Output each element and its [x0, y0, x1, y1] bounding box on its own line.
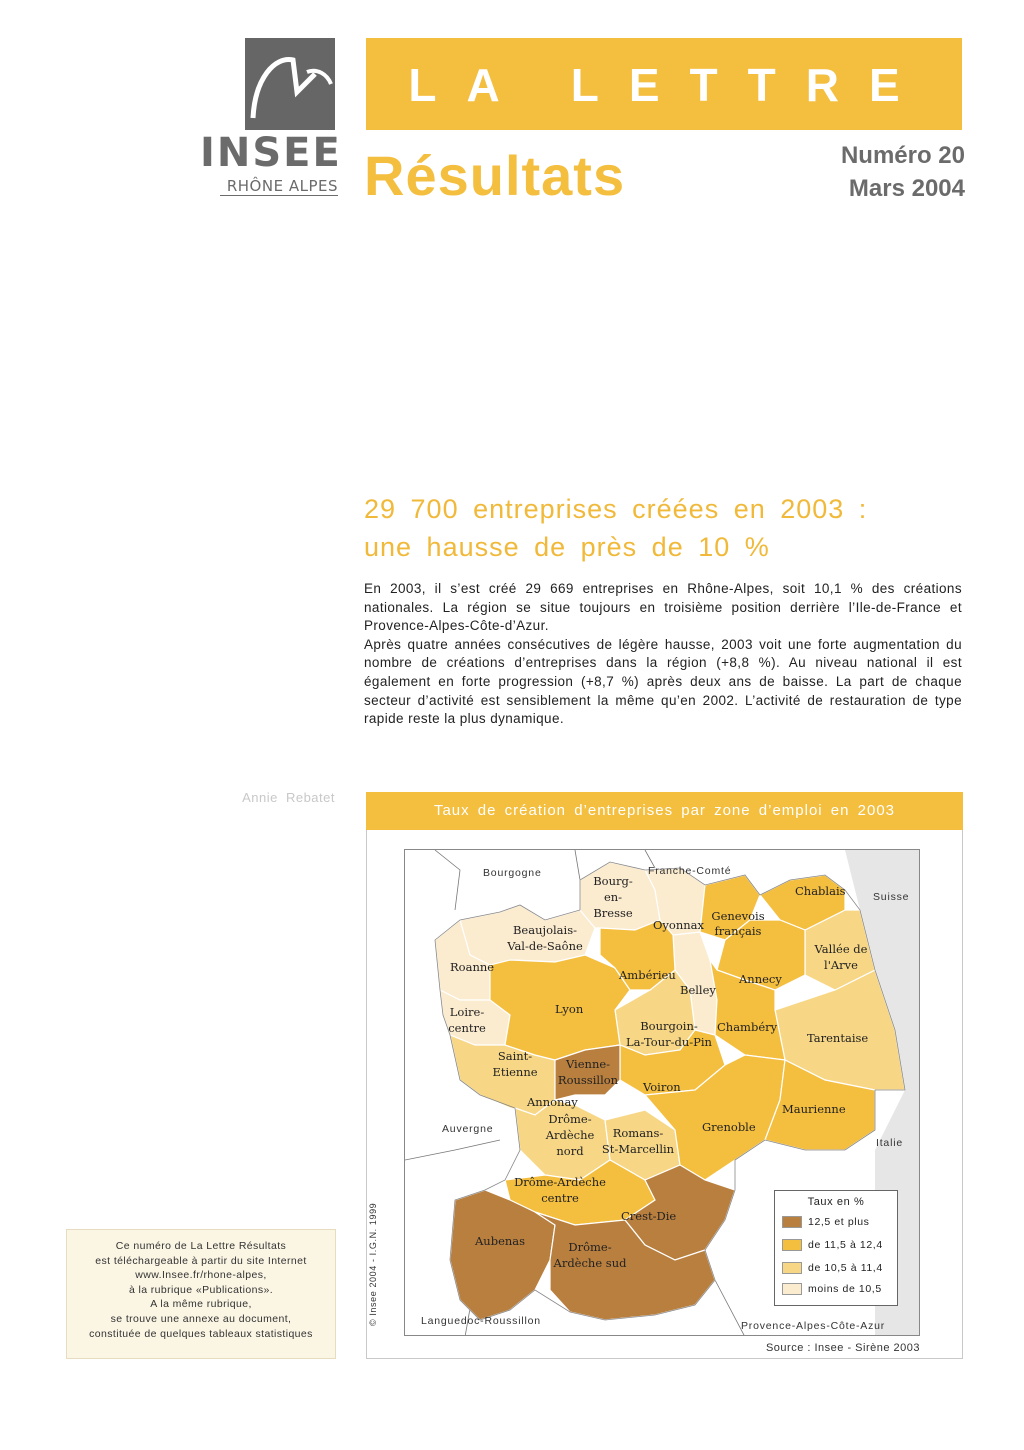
- insee-logo-mark: [245, 38, 335, 130]
- legend-swatch: [782, 1283, 802, 1295]
- label-annonay: Annonay: [527, 1095, 578, 1109]
- legend-item: [782, 1238, 883, 1254]
- label-paca: Provence-Alpes-Côte-Azur: [741, 1320, 886, 1332]
- note-line: est téléchargeable à partir du site Internet: [95, 1254, 307, 1267]
- label-bourgoin: Bourgoin-La-Tour-du-Pin: [626, 1019, 712, 1049]
- logo-divider: [220, 195, 338, 196]
- article-author: Annie Rebatet: [242, 790, 335, 805]
- label-saint-etienne: Saint-Etienne: [492, 1049, 538, 1079]
- label-chablais: Chablais: [795, 884, 846, 898]
- label-drome-nord: Drôme-Ardèche nord: [545, 1112, 595, 1158]
- label-romans: Romans-St-Marcellin: [601, 1126, 675, 1156]
- legend-swatch: [782, 1262, 802, 1274]
- label-italie: Italie: [876, 1137, 903, 1149]
- legend-item: [782, 1215, 870, 1231]
- label-auvergne: Auvergne: [442, 1123, 494, 1135]
- label-lyon: Lyon: [555, 1002, 584, 1016]
- label-crest: Crest-Die: [621, 1209, 677, 1223]
- insee-wordmark: INSEE: [200, 130, 342, 176]
- headline-line-1: 29 700 entreprises créées en 2003 :: [364, 494, 868, 524]
- legend-title: Taux en %: [807, 1196, 865, 1208]
- label-vienne: Vienne-Roussillon: [557, 1057, 619, 1087]
- figure-source: Source : Insee - Sirène 2003: [765, 1342, 920, 1354]
- article-headline: [364, 490, 964, 566]
- intro-paragraph-2: Après quatre années consécutives de légère hausse, 2003 voit une forte augmentation du nombre de créations d’entreprises dans la région (+8,8 %). Au niveau national il est également en forte progression (+8,7 %) après deux ans de baisse. La part de chaque secteur d’activité est sensiblement la même qu’en 2002. L’activité de restauration de type rapide reste la plus dynamique.: [364, 636, 962, 727]
- legend-label: de 10,5 à 11,4: [808, 1262, 883, 1274]
- label-drome-centre: Drôme-Ardèche centre: [514, 1175, 606, 1205]
- outside-border: [435, 850, 460, 910]
- label-maurienne: Maurienne: [782, 1102, 846, 1116]
- headline-line-2: une hausse de près de 10 %: [364, 532, 770, 562]
- note-line: se trouve une annexe au document,: [110, 1312, 292, 1325]
- label-vallee-arve: Vallée de l'Arve: [814, 942, 868, 972]
- label-bourg: Bourg-en-Bresse: [593, 874, 633, 920]
- figure-title: Taux de création d’entreprises par zone d’emploi en 2003: [366, 792, 963, 830]
- legend-label: 12,5 et plus: [808, 1216, 870, 1228]
- download-note: [66, 1229, 336, 1359]
- issue-date: Mars 2004: [848, 175, 965, 202]
- issue-number: Numéro 20: [840, 142, 965, 169]
- label-annecy: Annecy: [739, 972, 782, 986]
- legend-item: [782, 1282, 882, 1298]
- note-line: A la même rubrique,: [150, 1298, 252, 1311]
- insee-subtitle: RHÔNE ALPES: [226, 177, 338, 195]
- label-bourgogne: Bourgogne: [483, 867, 542, 879]
- legend-label: de 11,5 à 12,4: [808, 1239, 883, 1251]
- legend-label: moins de 10,5: [808, 1283, 882, 1295]
- note-line: à la rubrique «Publications».: [128, 1283, 274, 1296]
- intro-paragraph-1: En 2003, il s’est créé 29 669 entreprises en Rhône-Alpes, soit 10,1 % des créations nationales. La région se situe toujours en troisième position derrière l’Ile-de-France et Provence-Alpes-Côte-d’Azur.: [364, 581, 962, 634]
- label-oyonnax: Oyonnax: [653, 918, 705, 932]
- label-aubenas: Aubenas: [475, 1234, 526, 1248]
- article-intro: [364, 580, 962, 729]
- logo-swoosh-icon: [245, 38, 335, 130]
- series-title: Résultats: [364, 144, 626, 207]
- label-belley: Belley: [680, 983, 716, 997]
- label-tarentaise: Tarentaise: [807, 1031, 869, 1045]
- label-loire-centre: Loire-centre: [448, 1005, 486, 1035]
- outside-border: [575, 850, 580, 880]
- note-line: constituée de quelques tableaux statistiques: [89, 1327, 313, 1340]
- legend-swatch: [782, 1216, 802, 1228]
- label-voiron: Voiron: [643, 1080, 681, 1094]
- note-website-link[interactable]: www.Insee.fr/rhone-alpes,: [135, 1269, 267, 1282]
- copyright-text: © Insee 2004 - I.G.N. 1999: [368, 1202, 378, 1326]
- masthead-title: LA LETTRE: [408, 59, 930, 111]
- label-amberieu: Ambérieu: [619, 968, 676, 982]
- outside-border: [405, 1140, 500, 1160]
- legend-item: [782, 1261, 883, 1277]
- label-drome-sud: Drôme-Ardèche sud: [553, 1240, 627, 1270]
- label-chambery: Chambéry: [717, 1020, 778, 1034]
- legend-swatch: [782, 1239, 802, 1251]
- label-languedoc: Languedoc-Roussillon: [421, 1315, 541, 1327]
- label-grenoble: Grenoble: [702, 1120, 756, 1134]
- label-suisse: Suisse: [873, 891, 910, 903]
- note-line: Ce numéro de La Lettre Résultats: [115, 1240, 287, 1252]
- label-franche-comte: Franche-Comté: [648, 865, 732, 877]
- map-copyright: [362, 1180, 382, 1330]
- label-genevois: Genevois français: [711, 909, 765, 938]
- label-roanne: Roanne: [450, 960, 495, 974]
- label-beaujolais: Beaujolais-Val-de-Saône: [507, 923, 583, 953]
